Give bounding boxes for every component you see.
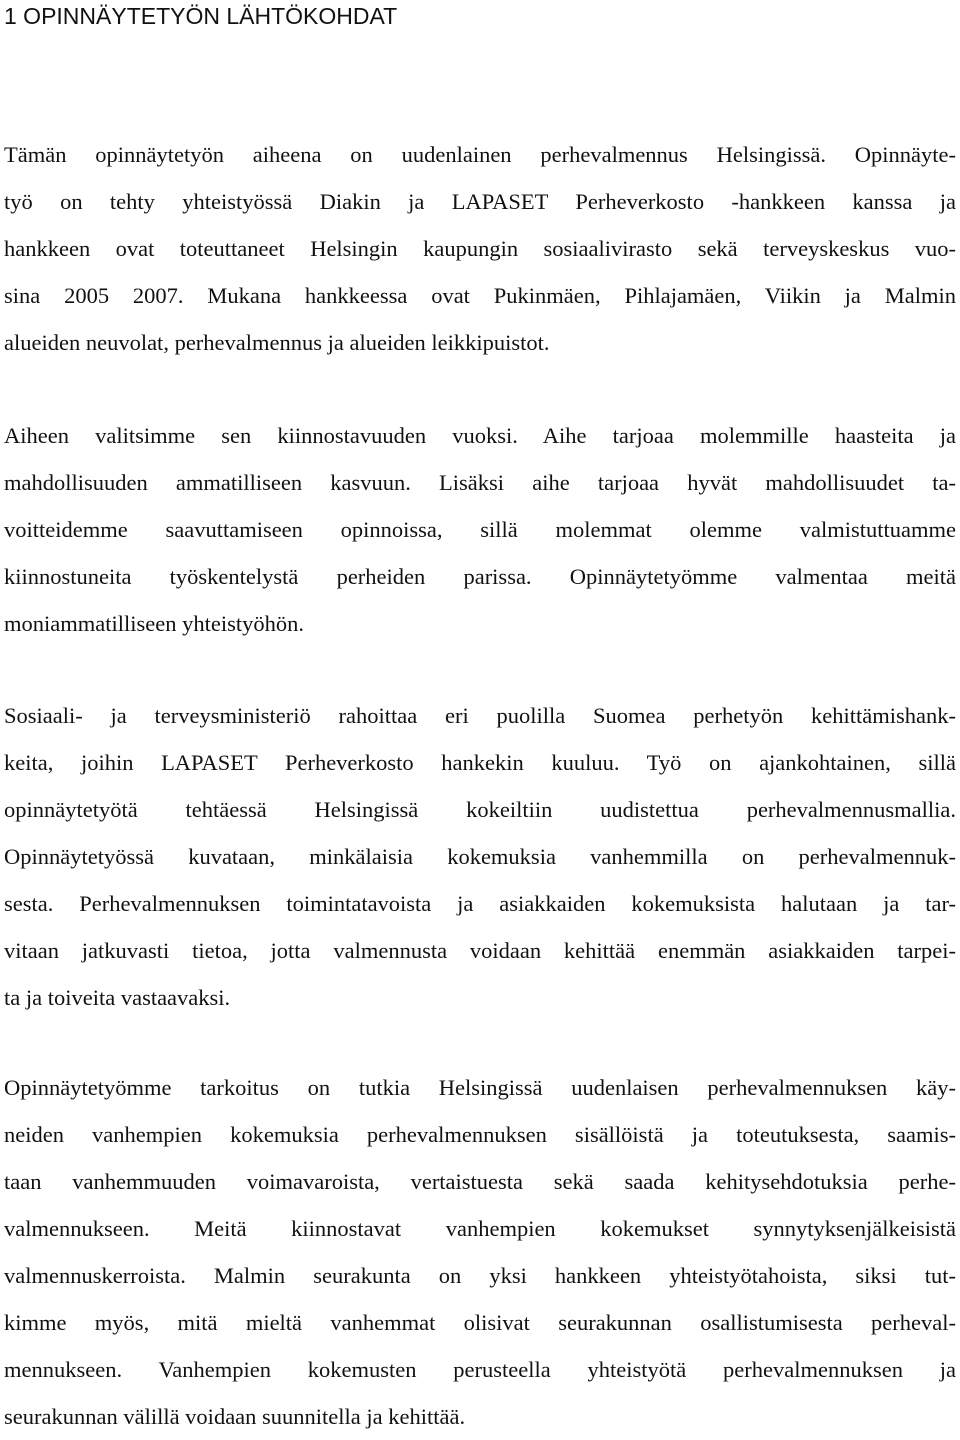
text-line: voitteidemme saavuttamiseen opinnoissa, sillä molemmat olemme valmistuttuamme	[4, 517, 956, 542]
text-line: työ on tehty yhteistyössä Diakin ja LAPASET Perheverkosto -hankkeen kanssa ja	[4, 189, 956, 214]
text-line: Tämän opinnäytetyön aiheena on uudenlainen perhevalmennus Helsingissä. Opinnäyte-	[4, 142, 956, 167]
text-line: Opinnäytetyömme tarkoitus on tutkia Helsingissä uudenlaisen perhevalmennuksen käy-	[4, 1075, 956, 1100]
text-line: valmennukseen. Meitä kiinnostavat vanhempien kokemukset synnytyksenjälkeisistä	[4, 1216, 956, 1241]
text-line: valmennuskerroista. Malmin seurakunta on yksi hankkeen yhteistyötahoista, siksi tut-	[4, 1263, 956, 1288]
text-line: Sosiaali- ja terveysministeriö rahoittaa eri puolilla Suomea perhetyön kehittämishank-	[4, 703, 956, 728]
text-line: ta ja toiveita vastaavaksi.	[4, 985, 231, 1010]
text-line: moniammatilliseen yhteistyöhön.	[4, 611, 304, 636]
text-line: Aiheen valitsimme sen kiinnostavuuden vuoksi. Aihe tarjoaa molemmille haasteita ja	[4, 423, 956, 448]
text-line: sina 2005 2007. Mukana hankkeessa ovat Pukinmäen, Pihlajamäen, Viikin ja Malmin	[4, 283, 956, 308]
text-line: alueiden neuvolat, perhevalmennus ja alueiden leikkipuistot.	[4, 330, 550, 355]
text-line: mahdollisuuden ammatilliseen kasvuun. Lisäksi aihe tarjoaa hyvät mahdollisuudet ta-	[4, 470, 956, 495]
text-line: kiinnostuneita työskentelystä perheiden parissa. Opinnäytetyömme valmentaa meitä	[4, 564, 956, 589]
text-line: sesta. Perhevalmennuksen toimintatavoista ja asiakkaiden kokemuksista halutaan ja tar-	[4, 891, 956, 916]
text-line: kimme myös, mitä mieltä vanhemmat olisivat seurakunnan osallistumisesta perheval-	[4, 1310, 956, 1335]
text-line: Opinnäytetyössä kuvataan, minkälaisia kokemuksia vanhemmilla on perhevalmennuk-	[4, 844, 956, 869]
text-line: taan vanhemmuuden voimavaroista, vertaistuesta sekä saada kehitysehdotuksia perhe-	[4, 1169, 956, 1194]
text-line: vitaan jatkuvasti tietoa, jotta valmennusta voidaan kehittää enemmän asiakkaiden tarpei-	[4, 938, 956, 963]
text-line: neiden vanhempien kokemuksia perhevalmennuksen sisällöistä ja toteutuksesta, saamis-	[4, 1122, 956, 1147]
text-line: keita, joihin LAPASET Perheverkosto hankekin kuuluu. Työ on ajankohtainen, sillä	[4, 750, 956, 775]
paragraph-topic-choice	[4, 412, 956, 647]
paragraph-intro	[4, 131, 956, 366]
chapter-heading: 1 OPINNÄYTETYÖN LÄHTÖKOHDAT	[4, 3, 398, 29]
text-line: mennukseen. Vanhempien kokemusten perusteella yhteistyötä perhevalmennuksen ja	[4, 1357, 956, 1382]
text-line: opinnäytetyötä tehtäessä Helsingissä kokeiltiin uudistettua perhevalmennusmallia.	[4, 797, 956, 822]
paragraph-purpose	[4, 1064, 956, 1440]
text-line: seurakunnan välillä voidaan suunnitella ja kehittää.	[4, 1404, 466, 1429]
paragraph-funding	[4, 692, 956, 1021]
text-line: hankkeen ovat toteuttaneet Helsingin kaupungin sosiaalivirasto sekä terveyskeskus vuo-	[4, 236, 956, 261]
